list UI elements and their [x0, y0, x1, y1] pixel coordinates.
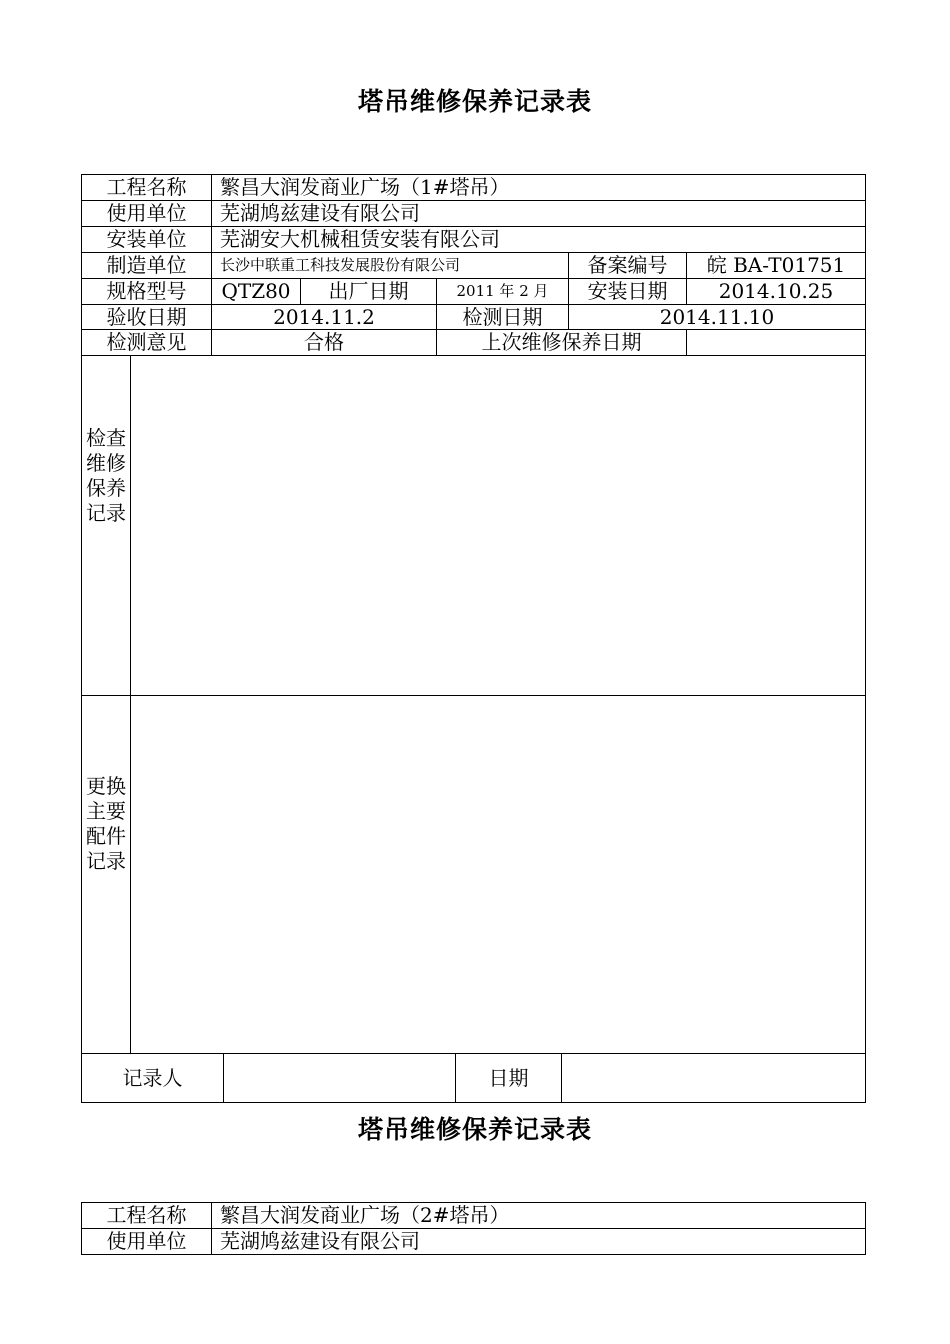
inspection-opinion-label: 检测意见: [82, 329, 211, 355]
inspection-record-content: [130, 356, 865, 695]
last-maintenance-label: 上次维修保养日期: [436, 329, 686, 355]
inspection-date-label: 检测日期: [436, 304, 568, 329]
user-unit-value-2: 芜湖鸠兹建设有限公司: [211, 1228, 865, 1254]
user-unit-value: 芜湖鸠兹建设有限公司: [211, 200, 865, 226]
spec-label: 规格型号: [82, 278, 211, 304]
last-maintenance-value: [686, 329, 865, 355]
parts-record-content: [130, 696, 865, 1053]
inspection-record-section: [82, 355, 865, 695]
record-number-value: 皖 BA-T01751: [686, 252, 865, 278]
record-date-value: [561, 1053, 865, 1102]
record-table-2: [81, 1202, 866, 1255]
acceptance-date-value: 2014.11.2: [211, 304, 436, 329]
parts-record-section: [82, 695, 865, 1053]
recorder-label: 记录人: [82, 1053, 223, 1102]
project-name-value-2: 繁昌大润发商业广场（2#塔吊）: [211, 1203, 865, 1228]
install-date-value: 2014.10.25: [686, 278, 865, 304]
acceptance-date-label: 验收日期: [82, 304, 211, 329]
factory-date-value: 2011 年 2 月: [436, 278, 568, 304]
install-unit-label: 安装单位: [82, 226, 211, 252]
inspection-date-value: 2014.11.10: [568, 304, 865, 329]
record-table: [81, 174, 866, 1103]
recorder-value: [223, 1053, 455, 1102]
form-title: 塔吊维修保养记录表: [357, 87, 592, 116]
user-unit-label-2: 使用单位: [82, 1228, 211, 1254]
project-name-label-2: 工程名称: [106, 1203, 187, 1227]
form-title-2: 塔吊维修保养记录表: [357, 1115, 592, 1144]
record-number-label: 备案编号: [568, 252, 686, 278]
parts-record-label: 更换主要配件记录: [86, 774, 126, 873]
maker-label: 制造单位: [82, 252, 211, 278]
project-name-value: 繁昌大润发商业广场（1#塔吊）: [211, 175, 865, 200]
maker-value: 长沙中联重工科技发展股份有限公司: [211, 252, 568, 278]
user-unit-label: 使用单位: [82, 200, 211, 226]
inspection-opinion-value: 合格: [211, 329, 436, 355]
install-date-label: 安装日期: [568, 278, 686, 304]
record-date-label: 日期: [455, 1053, 561, 1102]
project-name-label: 工程名称: [106, 175, 187, 199]
install-unit-value: 芜湖安大机械租赁安装有限公司: [211, 226, 865, 252]
factory-date-label: 出厂日期: [300, 278, 436, 304]
inspection-record-label: 检查维修保养记录: [86, 426, 126, 525]
spec-value: QTZ80: [211, 278, 300, 304]
